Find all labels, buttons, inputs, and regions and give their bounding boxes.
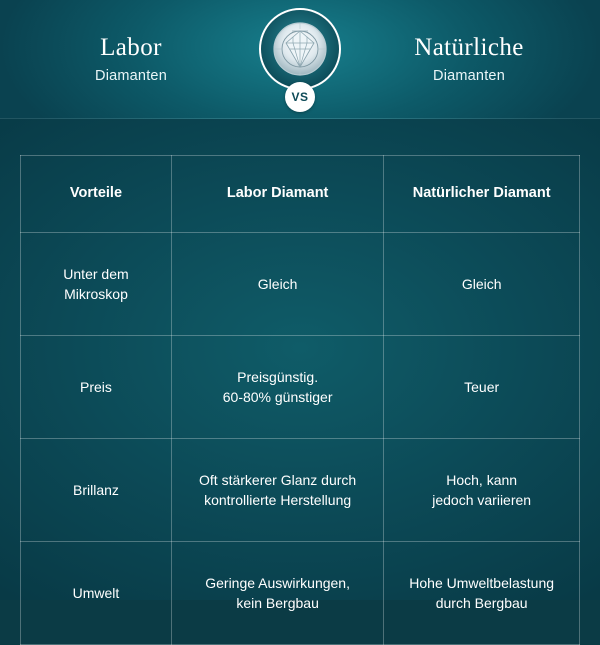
cell-line: 60-80% günstiger	[222, 389, 333, 405]
cell-line: Unter dem	[63, 265, 129, 282]
cell-feature	[21, 439, 172, 542]
column-header-lab: Labor Diamant	[171, 156, 383, 233]
vs-label: VS	[285, 82, 315, 112]
header-left-subtitle: Diamanten	[95, 67, 167, 84]
cell-natural	[384, 233, 580, 336]
cell-line: durch Bergbau	[435, 595, 528, 611]
cell-natural	[384, 542, 580, 645]
cell-natural	[384, 336, 580, 439]
cell-lab	[171, 542, 383, 645]
header	[0, 0, 600, 119]
cell-line: Umwelt	[72, 584, 120, 601]
table-row	[21, 439, 580, 542]
column-header-natural: Natürlicher Diamant	[384, 156, 580, 233]
table-header-row	[21, 156, 580, 233]
cell-line: Brillanz	[73, 481, 119, 498]
cell-line: Geringe Auswirkungen,	[205, 574, 350, 591]
cell-line: jedoch variieren	[432, 492, 532, 508]
table-row	[21, 233, 580, 336]
cell-feature	[21, 233, 172, 336]
column-header-feature: Vorteile	[21, 156, 172, 233]
cell-line: kontrollierte Herstellung	[204, 492, 352, 508]
cell-line: Hohe Umweltbelastung	[409, 574, 555, 591]
diamond-icon	[259, 8, 341, 90]
cell-lab	[171, 336, 383, 439]
cell-feature	[21, 542, 172, 645]
cell-line: Hoch, kann	[446, 471, 518, 488]
cell-line: kein Bergbau	[236, 595, 319, 611]
cell-line: Teuer	[464, 378, 500, 395]
cell-line: Gleich	[461, 275, 502, 292]
cell-line: Oft stärkerer Glanz durch	[199, 471, 357, 488]
header-left-title: Labor	[100, 34, 162, 62]
cell-line: Gleich	[257, 275, 298, 292]
header-left-column	[26, 34, 236, 84]
table-row	[21, 542, 580, 645]
comparison-table	[20, 155, 580, 645]
center-badge	[257, 8, 343, 112]
cell-lab	[171, 439, 383, 542]
cell-line: Mikroskop	[64, 286, 128, 302]
header-right-subtitle: Diamanten	[433, 67, 505, 84]
cell-lab	[171, 233, 383, 336]
cell-natural	[384, 439, 580, 542]
cell-line: Preisgünstig.	[237, 368, 319, 385]
table-row	[21, 336, 580, 439]
comparison-table-wrapper	[20, 155, 580, 645]
cell-feature	[21, 336, 172, 439]
cell-line: Preis	[80, 378, 112, 395]
header-right-title: Natürliche	[414, 34, 524, 62]
header-right-column	[364, 34, 574, 84]
